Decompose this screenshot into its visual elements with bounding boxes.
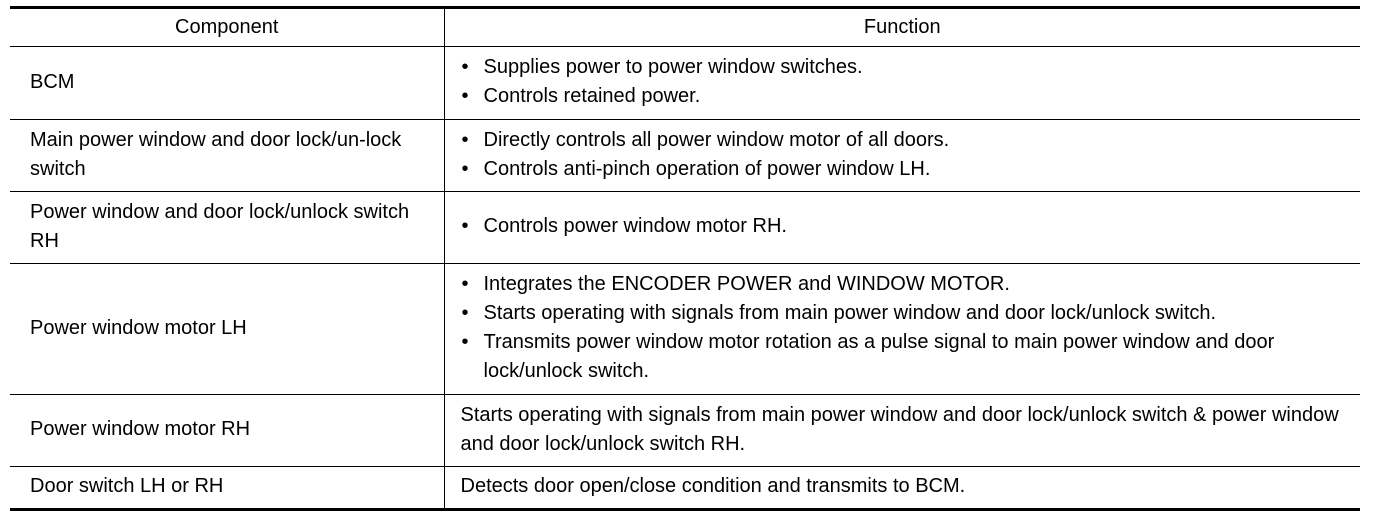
function-item: • Integrates the ENCODER POWER and WINDOW MOTOR. (461, 270, 1351, 299)
component-cell (10, 192, 444, 264)
function-item: • Supplies power to power window switches. (461, 53, 1351, 82)
function-item: • Controls power window motor RH. (461, 212, 1351, 241)
function-cell (444, 47, 1360, 120)
function-item: • Directly controls all power window motor of all doors. (461, 126, 1351, 155)
header-function: Function (444, 8, 1360, 47)
component-cell: Door switch LH or RH (10, 467, 444, 510)
function-cell: Starts operating with signals from main power window and door lock/unlock switch & power window and door lock/unlock switch RH. (444, 395, 1360, 467)
table-row (10, 467, 1360, 510)
function-item: • Controls retained power. (461, 82, 1351, 111)
table-row (10, 47, 1360, 120)
function-list (461, 126, 1351, 184)
table-row (10, 395, 1360, 467)
function-cell (444, 120, 1360, 192)
function-list (461, 53, 1351, 111)
function-cell (444, 192, 1360, 264)
component-cell: Power window motor LH (10, 264, 444, 395)
table-row (10, 120, 1360, 192)
component-cell: BCM (10, 47, 444, 120)
component-label: Main power window and door lock/un-lock switch (30, 128, 402, 180)
table-header-row (10, 8, 1360, 47)
function-list (461, 270, 1351, 386)
table-row (10, 264, 1360, 395)
component-function-table (10, 6, 1360, 511)
function-cell (444, 264, 1360, 395)
function-item: • Transmits power window motor rotation as a pulse signal to main power window and door lock/unlock switch. (461, 328, 1351, 386)
function-item: • Controls anti-pinch operation of power window LH. (461, 155, 1351, 184)
component-label: Power window and door lock/unlock switch RH (30, 200, 410, 252)
table-row (10, 192, 1360, 264)
function-list (461, 212, 1351, 241)
function-item: • Starts operating with signals from main power window and door lock/unlock switch. (461, 299, 1351, 328)
component-cell: Power window motor RH (10, 395, 444, 467)
function-cell: Detects door open/close condition and transmits to BCM. (444, 467, 1360, 510)
component-cell (10, 120, 444, 192)
header-component: Component (10, 8, 444, 47)
